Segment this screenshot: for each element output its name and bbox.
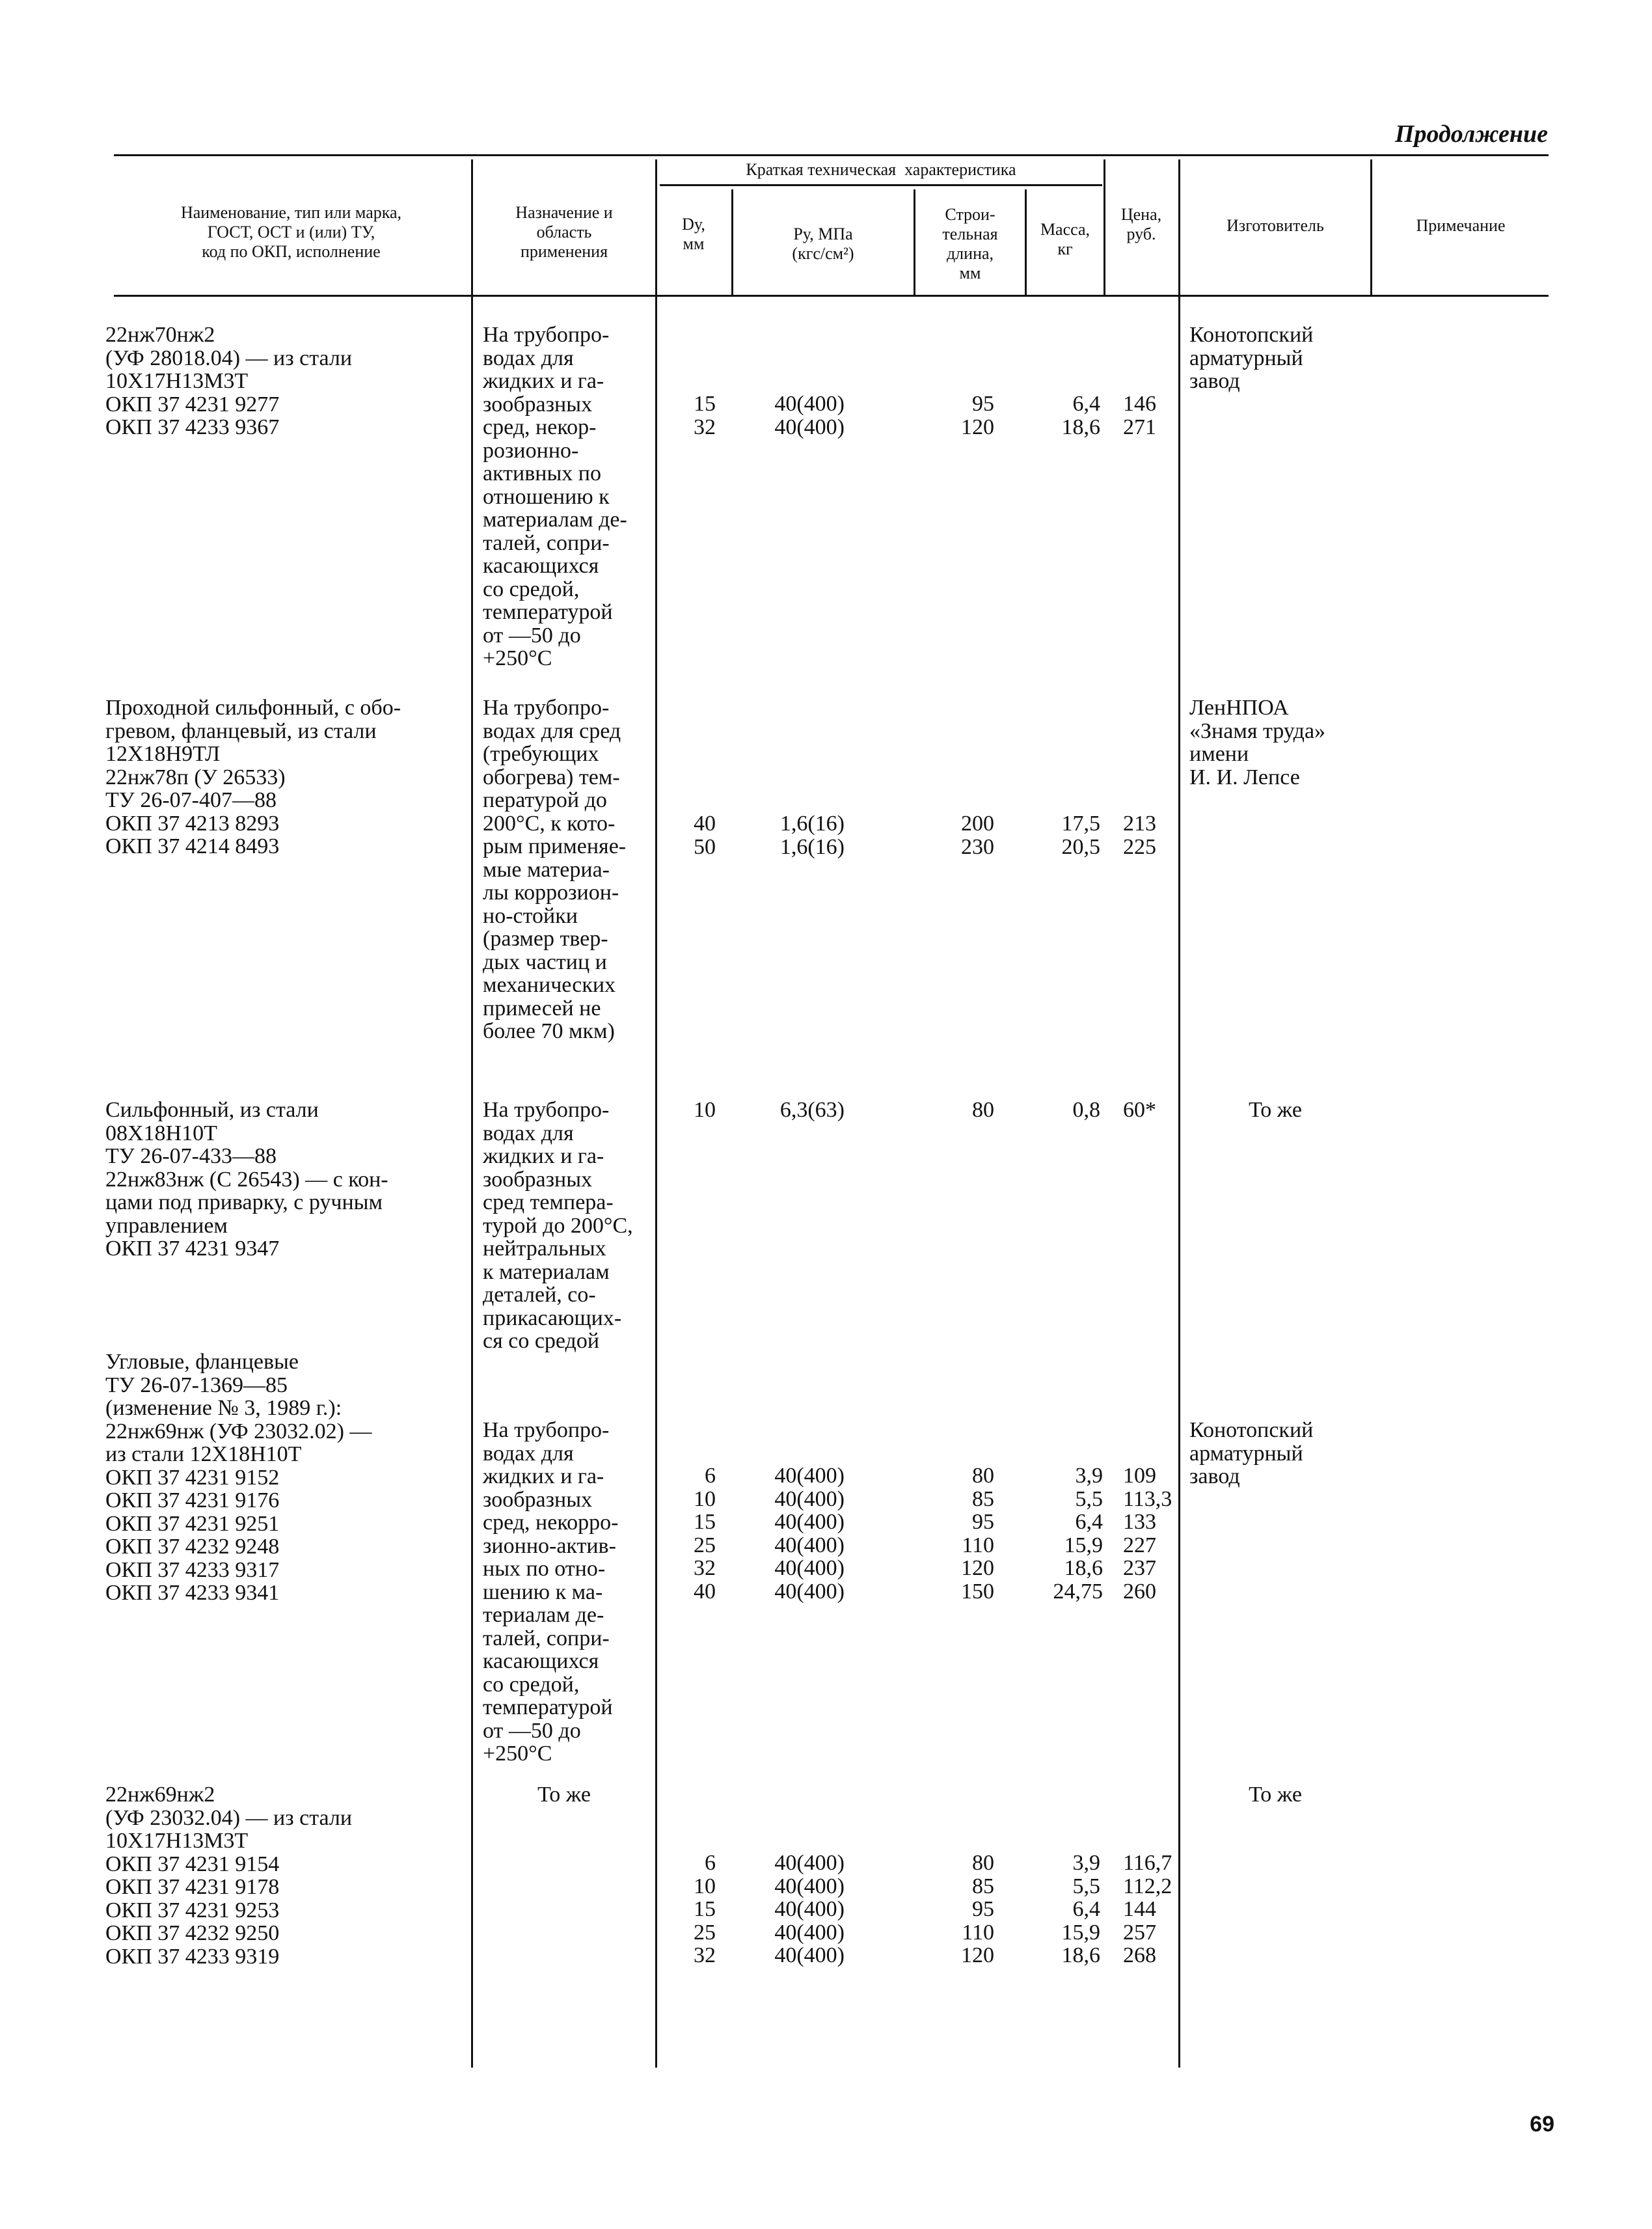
row-2-mass: 17,5 20,5: [1061, 812, 1100, 859]
header-price: Цена, руб.: [1120, 205, 1162, 243]
page-number: 69: [1530, 2112, 1554, 2137]
row-2-dy: 40 50: [694, 812, 716, 859]
row-1-dy: 15 32: [694, 392, 716, 439]
header-bottom-rule: [114, 295, 1549, 297]
row-3-mass: 0,8: [1072, 1098, 1100, 1122]
row-2-price: 213 225: [1123, 812, 1156, 859]
header-mass: Масса, кг: [1040, 220, 1090, 258]
row-3-price: 60*: [1123, 1098, 1156, 1122]
row-2-name: Проходной сильфонный, с обо- гревом, фланцевый, из стали 12Х18Н9ТЛ 22нж78п (У 26533) ТУ 26-07-407—88 ОКП 37 4213 8293 ОКП 37 4214 8493: [105, 696, 401, 858]
row-2-length: 200 230: [961, 812, 994, 859]
col-divider-1: [471, 159, 473, 2068]
row-1-purpose: На трубопро- водах для жидких и га- зообразных сред, некор- розионно- активных по отношению к материалам де- талей, сопри- касающихся со средой, температурой от —50 до +250°С: [483, 323, 627, 670]
row-4-dy: 6 10 15 25 32 40: [694, 1464, 716, 1604]
row-5-dy: 6 10 15 25 32: [694, 1851, 716, 1967]
row-4-name: Угловые, фланцевые ТУ 26-07-1369—85 (изменение № 3, 1989 г.): 22нж69нж (УФ 23032.02) — из стали 12Х18Н10Т ОКП 37 4231 9152 ОКП 37 4231 9176 ОКП 37 4231 9251 ОКП 37 4232 9248 ОКП 37 4233 9317 ОКП 37 4233 9341: [105, 1350, 372, 1605]
row-5-py: 40(400) 40(400) 40(400) 40(400) 40(400): [774, 1851, 845, 1967]
header-length: Строи- тельная длина, мм: [942, 205, 998, 282]
table-top-rule: [114, 154, 1549, 156]
col-divider-5: [1025, 189, 1027, 295]
row-1-maker: Конотопский арматурный завод: [1189, 323, 1314, 393]
row-3-py: 6,3(63): [779, 1098, 845, 1122]
header-dy: Dу, мм: [682, 215, 705, 253]
row-4-length: 80 85 95 110 120 150: [961, 1464, 994, 1604]
row-3-maker: То же: [1249, 1098, 1302, 1122]
row-4-mass: 3,9 5,5 6,4 15,9 18,6 24,75: [1053, 1464, 1103, 1604]
tech-group-rule: [660, 184, 1102, 186]
row-5-length: 80 85 95 110 120: [961, 1851, 994, 1967]
header-purpose: Назначение и область применения: [515, 203, 613, 261]
row-4-py: 40(400) 40(400) 40(400) 40(400) 40(400) 40(400): [774, 1464, 845, 1604]
row-3-name: Сильфонный, из стали 08Х18Н10Т ТУ 26-07-433—88 22нж83нж (С 26543) — с кон- цами под приварку, с ручным управлением ОКП 37 4231 9347: [105, 1098, 388, 1261]
row-4-price: 109 113,3 133 227 237 260: [1123, 1464, 1172, 1604]
row-3-length: 80: [972, 1098, 994, 1122]
row-5-mass: 3,9 5,5 6,4 15,9 18,6: [1061, 1851, 1100, 1967]
row-1-py: 40(400) 40(400): [774, 392, 845, 439]
row-2-py: 1,6(16) 1,6(16): [779, 812, 845, 859]
row-4-maker: Конотопский арматурный завод: [1189, 1418, 1314, 1488]
continued-label: Продолжение: [1394, 120, 1548, 148]
col-divider-7: [1178, 159, 1180, 2068]
header-name: Наименование, тип или марка, ГОСТ, ОСТ и (или) ТУ, код по ОКП, исполнение: [180, 203, 402, 261]
row-5-name: 22нж69нж2 (УФ 23032.04) — из стали 10Х17Н13М3Т ОКП 37 4231 9154 ОКП 37 4231 9178 ОКП 37 4231 9253 ОКП 37 4232 9250 ОКП 37 4233 9319: [105, 1783, 353, 1969]
row-2-purpose: На трубопро- водах для сред (требующих обогрева) тем- пературой до 200°С, к кото- рым применяе- мые материа- лы коррозион- но-стойки (размер твер- дых частиц и механических примесей не более 70 мкм): [483, 696, 627, 1043]
row-5-maker: То же: [1249, 1783, 1302, 1807]
row-2-maker: ЛенНПОА «Знамя труда» имени И. И. Лепсе: [1189, 696, 1326, 789]
header-note: Примечание: [1416, 216, 1506, 235]
header-py: Pу, МПа (кгс/см²): [792, 225, 854, 263]
row-1-mass: 6,4 18,6: [1061, 392, 1100, 439]
row-3-dy: 10: [694, 1098, 716, 1122]
col-divider-8: [1370, 159, 1372, 295]
row-1-name: 22нж70нж2 (УФ 28018.04) — из стали 10Х17Н13М3Т ОКП 37 4231 9277 ОКП 37 4233 9367: [105, 323, 353, 439]
row-1-length: 95 120: [961, 392, 994, 439]
col-divider-4: [914, 189, 915, 295]
row-1-price: 146 271: [1123, 392, 1156, 439]
row-5-purpose: То же: [537, 1783, 591, 1807]
row-4-purpose: На трубопро- водах для жидких и га- зообразных сред, некорро- зионно-актив- ных по отно- шению к ма- териалам де- талей, сопри- касающихся со средой, температурой от —50 до +250°С: [483, 1418, 619, 1766]
row-3-purpose: На трубопро- водах для жидких и га- зообразных сред темпера- турой до 200°С, нейтральных к материалам деталей, со- прикасающих- ся со средой: [483, 1098, 633, 1353]
row-5-price: 116,7 112,2 144 257 268: [1123, 1851, 1172, 1967]
col-divider-3: [731, 189, 733, 295]
header-maker: Изготовитель: [1226, 216, 1324, 235]
header-tech-group: Краткая техническая характеристика: [746, 160, 1016, 179]
